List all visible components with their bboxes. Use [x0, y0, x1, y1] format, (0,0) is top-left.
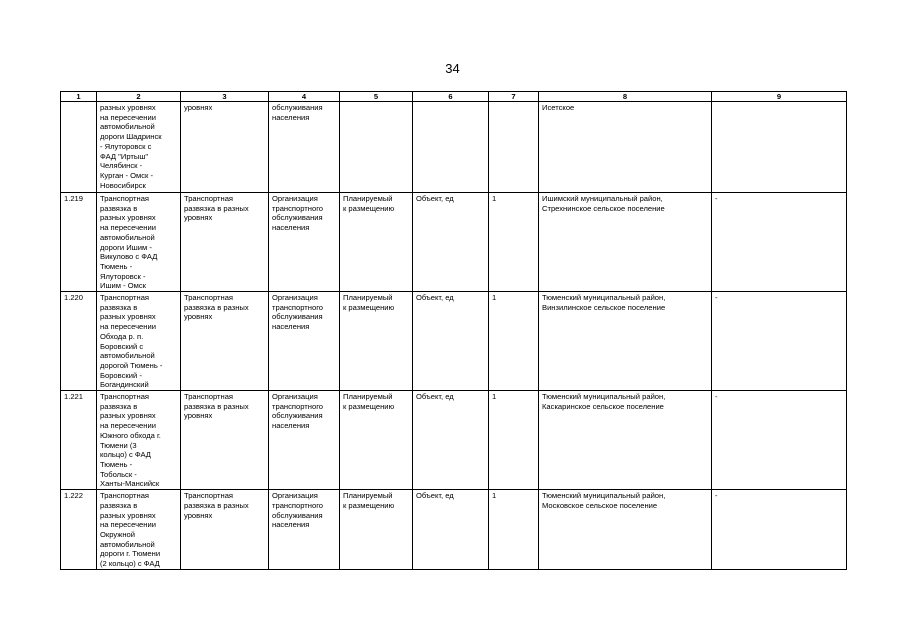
page-number: 34: [445, 61, 460, 76]
cell-quantity: 1: [489, 292, 539, 391]
cell-object-type: Транспортная развязка в разных уровнях: [181, 490, 269, 570]
cell-object-type: Транспортная развязка в разных уровнях: [181, 292, 269, 391]
cell-status: Планируемый к размещению: [340, 490, 413, 570]
cell-quantity: [489, 102, 539, 193]
cell-purpose: Организация транспортного обслуживания населения: [269, 292, 340, 391]
cell-zone: [712, 102, 847, 193]
cell-number: 1.220: [61, 292, 97, 391]
cell-object-name: Транспортная развязка в разных уровнях на пересечении Обхода р. п. Боровский с автомобильной дорогой Тюмень - Боровский - Богандинский: [97, 292, 181, 391]
column-header-9: 9: [712, 92, 847, 102]
column-header-2: 2: [97, 92, 181, 102]
column-header-3: 3: [181, 92, 269, 102]
cell-unit: [413, 102, 489, 193]
column-header-5: 5: [340, 92, 413, 102]
cell-location: Исетское: [539, 102, 712, 193]
cell-purpose: Организация транспортного обслуживания населения: [269, 193, 340, 292]
cell-zone: -: [712, 490, 847, 570]
cell-location: Тюменский муниципальный район, Каскаринское сельское поселение: [539, 391, 712, 490]
cell-status: [340, 102, 413, 193]
column-header-4: 4: [269, 92, 340, 102]
cell-zone: -: [712, 292, 847, 391]
cell-quantity: 1: [489, 391, 539, 490]
cell-object-type: Транспортная развязка в разных уровнях: [181, 193, 269, 292]
table-row: [61, 193, 847, 292]
column-header-7: 7: [489, 92, 539, 102]
cell-object-name: Транспортная развязка в разных уровнях на пересечении Южного обхода г. Тюмени (3 кольцо) с ФАД Тюмень - Тобольск - Ханты-Мансийск: [97, 391, 181, 490]
cell-purpose: Организация транспортного обслуживания населения: [269, 391, 340, 490]
cell-number: [61, 102, 97, 193]
table-row: [61, 391, 847, 490]
cell-number: 1.222: [61, 490, 97, 570]
cell-purpose: обслуживания населения: [269, 102, 340, 193]
column-header-6: 6: [413, 92, 489, 102]
cell-unit: Объект, ед: [413, 292, 489, 391]
cell-object-name: разных уровнях на пересечении автомобильной дороги Шадринск - Ялуторовск с ФАД "Иртыш" Челябинск - Курган - Омск - Новосибирск: [97, 102, 181, 193]
cell-number: 1.221: [61, 391, 97, 490]
header-row: [61, 92, 847, 102]
table-row-continued: [61, 102, 847, 193]
cell-object-name: Транспортная развязка в разных уровнях на пересечении автомобильной дороги Ишим - Викулово с ФАД Тюмень - Ялуторовск - Ишим - Омск: [97, 193, 181, 292]
column-header-1: 1: [61, 92, 97, 102]
column-header-8: 8: [539, 92, 712, 102]
cell-object-name: Транспортная развязка в разных уровнях на пересечении Окружной автомобильной дороги г. Тюмени (2 кольцо) с ФАД: [97, 490, 181, 570]
cell-location: Тюменский муниципальный район, Московское сельское поселение: [539, 490, 712, 570]
cell-quantity: 1: [489, 490, 539, 570]
cell-quantity: 1: [489, 193, 539, 292]
cell-status: Планируемый к размещению: [340, 193, 413, 292]
transport-objects-table: [60, 91, 847, 570]
cell-zone: -: [712, 391, 847, 490]
cell-purpose: Организация транспортного обслуживания населения: [269, 490, 340, 570]
cell-number: 1.219: [61, 193, 97, 292]
cell-unit: Объект, ед: [413, 193, 489, 292]
cell-unit: Объект, ед: [413, 391, 489, 490]
cell-object-type: Транспортная развязка в разных уровнях: [181, 391, 269, 490]
table-row: [61, 292, 847, 391]
cell-object-type: уровнях: [181, 102, 269, 193]
cell-location: Тюменский муниципальный район, Винзилинское сельское поселение: [539, 292, 712, 391]
cell-unit: Объект, ед: [413, 490, 489, 570]
table-row: [61, 490, 847, 570]
cell-location: Ишимский муниципальный район, Стрехнинское сельское поселение: [539, 193, 712, 292]
cell-zone: -: [712, 193, 847, 292]
cell-status: Планируемый к размещению: [340, 292, 413, 391]
cell-status: Планируемый к размещению: [340, 391, 413, 490]
